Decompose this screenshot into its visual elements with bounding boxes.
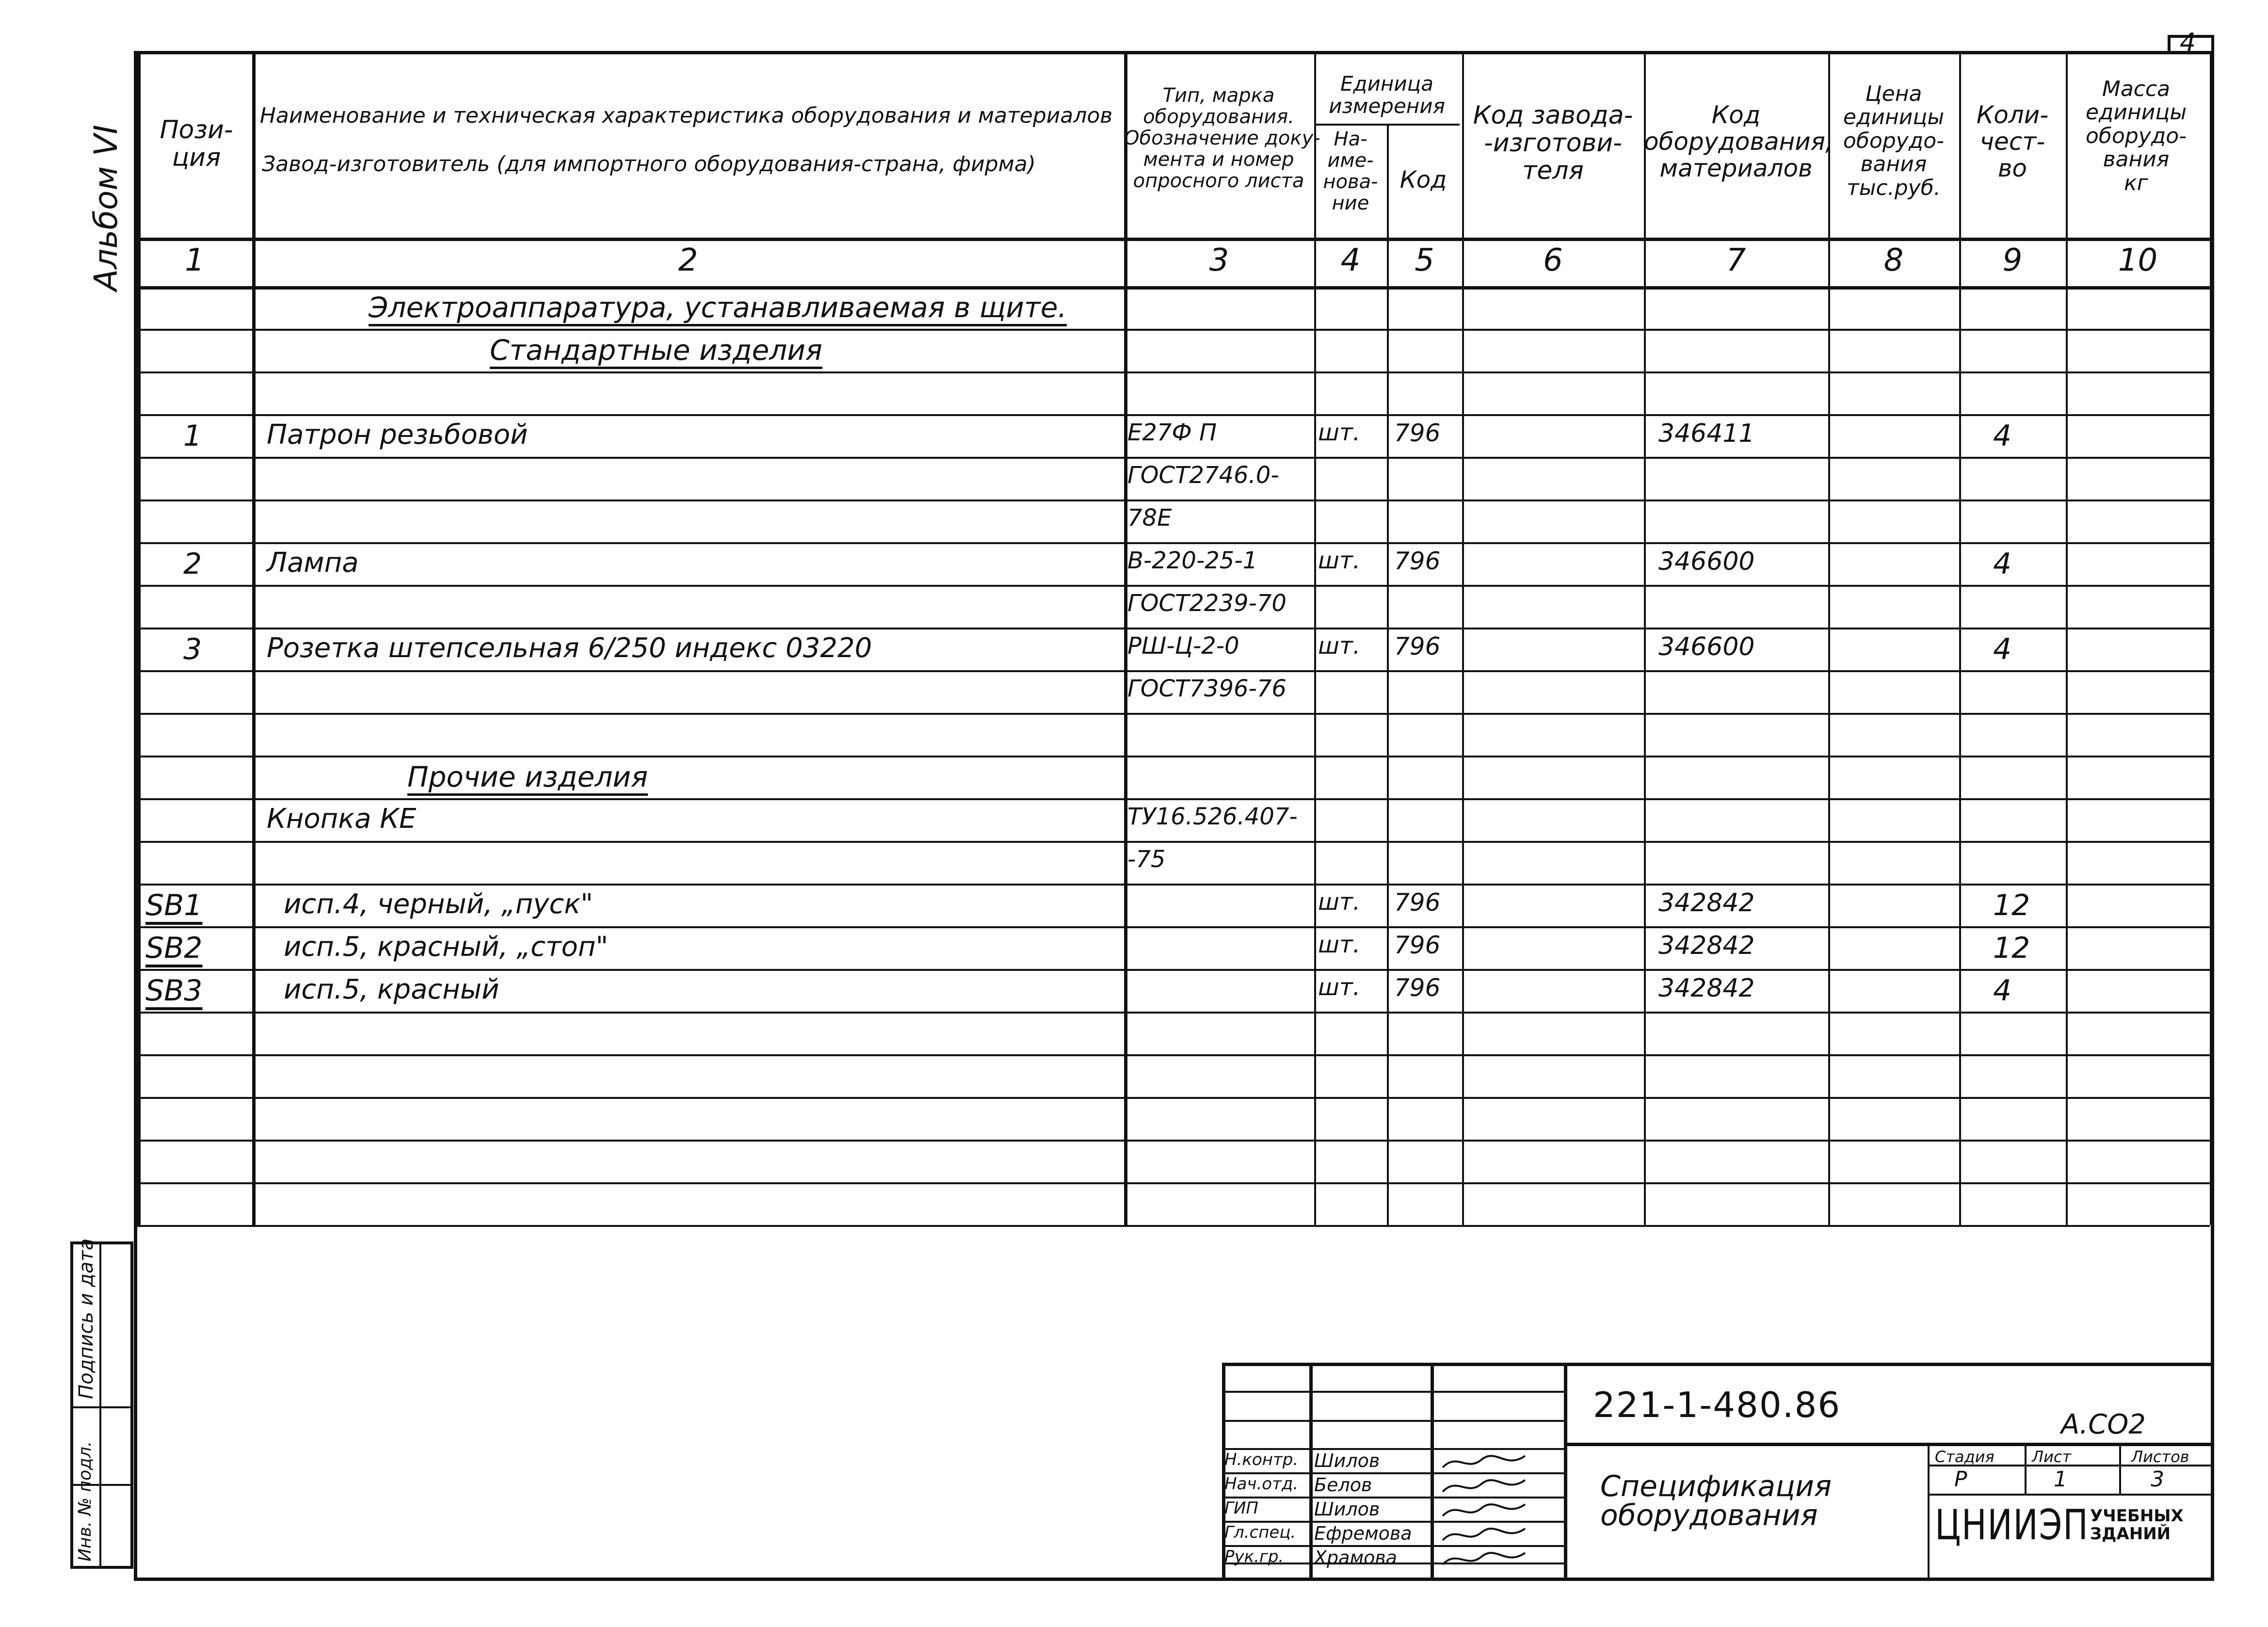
row-quantity: 4 — [1993, 632, 2012, 666]
row-quantity: 4 — [1993, 419, 2012, 453]
row-type: 78Е — [1127, 504, 1172, 532]
column-number: 10 — [2118, 242, 2158, 278]
header-unit: Единица измерения — [1329, 72, 1445, 118]
row-unit: шт. — [1318, 974, 1361, 1001]
row-equipment-code: 346600 — [1658, 632, 1755, 661]
staff-name: Шилов — [1314, 1498, 1380, 1520]
row-position: SB1 — [145, 888, 203, 922]
staff-role: Гл.спец. — [1224, 1523, 1296, 1542]
row-unit-code: 796 — [1394, 632, 1441, 660]
staff-role: Н.контр. — [1224, 1450, 1299, 1469]
row-quantity: 4 — [1993, 547, 2012, 581]
stage-value: Р — [1954, 1467, 1967, 1492]
column-number: 4 — [1340, 242, 1361, 278]
column-number: 5 — [1415, 242, 1434, 278]
staff-name: Белов — [1314, 1474, 1372, 1496]
row-name: Прочие изделия — [407, 760, 648, 793]
column-number: 6 — [1543, 242, 1563, 278]
row-position: 1 — [183, 419, 202, 453]
row-type: ТУ16.526.407- — [1127, 803, 1298, 830]
row-unit: шт. — [1318, 632, 1361, 660]
row-quantity: 4 — [1993, 974, 2012, 1008]
row-quantity: 12 — [1993, 888, 2030, 922]
row-name: Лампа — [267, 547, 359, 579]
column-number: 9 — [2002, 242, 2023, 278]
row-equipment-code: 346411 — [1658, 419, 1755, 448]
row-position: 2 — [183, 547, 202, 581]
album-label: Альбом VI — [87, 125, 125, 291]
row-name: исп.5, красный — [284, 974, 499, 1005]
header-quantity: Коли- чест- во — [1976, 101, 2049, 182]
side-stamp-inv-no: Инв. № подл. — [75, 1441, 95, 1562]
side-stamp-signature-date: Подпись и дата — [75, 1238, 97, 1399]
row-position: 3 — [183, 632, 202, 666]
header-position: Пози- ция — [160, 115, 233, 173]
header-type: Тип, марка оборудования. Обозначение доку- мента и номер опросного листа — [1124, 84, 1320, 192]
row-unit: шт. — [1318, 888, 1361, 916]
header-unit-name: На- име- нова- ние — [1323, 128, 1378, 214]
row-quantity: 12 — [1993, 931, 2030, 965]
row-equipment-code: 342842 — [1658, 974, 1755, 1003]
sheet-code: А.СО2 — [2061, 1409, 2146, 1440]
header-mass: Масса единицы оборудо- вания кг — [2085, 77, 2187, 195]
row-type: РШ-Ц-2-0 — [1127, 632, 1239, 660]
row-unit-code: 796 — [1394, 547, 1441, 575]
row-name: Патрон резьбовой — [267, 419, 528, 451]
row-type: ГОСТ2239-70 — [1127, 590, 1287, 617]
staff-name: Храмова — [1314, 1547, 1398, 1568]
row-name: Розетка штепсельная 6/250 индекс 03220 — [267, 632, 872, 664]
organization-name: ЦНИИЭП — [1935, 1501, 2089, 1549]
sheet-value: 1 — [2054, 1467, 2067, 1492]
row-position: SB2 — [145, 931, 203, 965]
row-name: Электроаппаратура, устанавливаемая в щите. — [369, 291, 1067, 324]
row-type: ГОСТ2746.0- — [1127, 462, 1279, 489]
row-name: Кнопка КЕ — [267, 803, 417, 835]
header-name-line2: Завод-изготовитель (для импортного оборудования-страна, фирма) — [262, 152, 1036, 177]
row-equipment-code: 342842 — [1658, 931, 1755, 960]
row-type: -75 — [1127, 846, 1166, 873]
row-type: ГОСТ7396-76 — [1127, 675, 1287, 702]
row-unit-code: 796 — [1394, 974, 1441, 1002]
row-type: В-220-25-1 — [1127, 547, 1258, 574]
document-code: 221-1-480.86 — [1593, 1385, 1841, 1425]
header-unit-code: Код — [1399, 166, 1447, 193]
header-price: Цена единицы оборудо- вания тыс.руб. — [1843, 81, 1945, 200]
sheet-label: Лист — [2032, 1448, 2072, 1466]
row-unit: шт. — [1318, 931, 1361, 958]
staff-name: Ефремова — [1314, 1523, 1412, 1544]
staff-name: Шилов — [1314, 1450, 1380, 1471]
column-number: 3 — [1209, 242, 1229, 278]
header-factory-code: Код завода- -изготови- теля — [1473, 101, 1633, 186]
signature — [1438, 1523, 1535, 1546]
staff-role: ГИП — [1224, 1498, 1258, 1518]
row-type: Е27Ф П — [1127, 419, 1217, 446]
row-position: SB3 — [145, 974, 203, 1008]
sheet-number: 4 — [2180, 28, 2196, 57]
row-unit-code: 796 — [1394, 888, 1441, 917]
staff-role: Рук.гр. — [1224, 1547, 1284, 1566]
row-unit-code: 796 — [1394, 419, 1441, 447]
column-number: 1 — [185, 242, 205, 278]
organization-subtitle: УЧЕБНЫХ ЗДАНИЙ — [2090, 1506, 2184, 1544]
staff-role: Нач.отд. — [1224, 1474, 1299, 1494]
row-unit-code: 796 — [1394, 931, 1441, 959]
column-number: 8 — [1883, 242, 1904, 278]
row-equipment-code: 346600 — [1658, 547, 1755, 576]
row-name: исп.5, красный, „стоп" — [284, 931, 609, 963]
row-name: исп.4, черный, „пуск" — [284, 888, 593, 920]
header-name-line1: Наименование и техническая характеристика оборудования и материалов — [259, 103, 1113, 128]
document-title: Спецификация оборудования — [1600, 1469, 1832, 1532]
stage-label: Стадия — [1935, 1448, 1995, 1466]
signature — [1438, 1498, 1535, 1522]
signature — [1438, 1450, 1535, 1473]
row-unit: шт. — [1318, 547, 1361, 574]
signature — [1438, 1474, 1535, 1498]
column-number: 7 — [1726, 242, 1746, 278]
row-equipment-code: 342842 — [1658, 888, 1755, 918]
sheets-label: Листов — [2131, 1448, 2189, 1466]
sheets-value: 3 — [2151, 1467, 2164, 1492]
row-unit: шт. — [1318, 419, 1361, 446]
column-number: 2 — [678, 242, 698, 278]
signature — [1438, 1547, 1535, 1570]
row-name: Стандартные изделия — [490, 334, 822, 367]
header-equipment-code: Код оборудования, материалов — [1644, 101, 1833, 182]
